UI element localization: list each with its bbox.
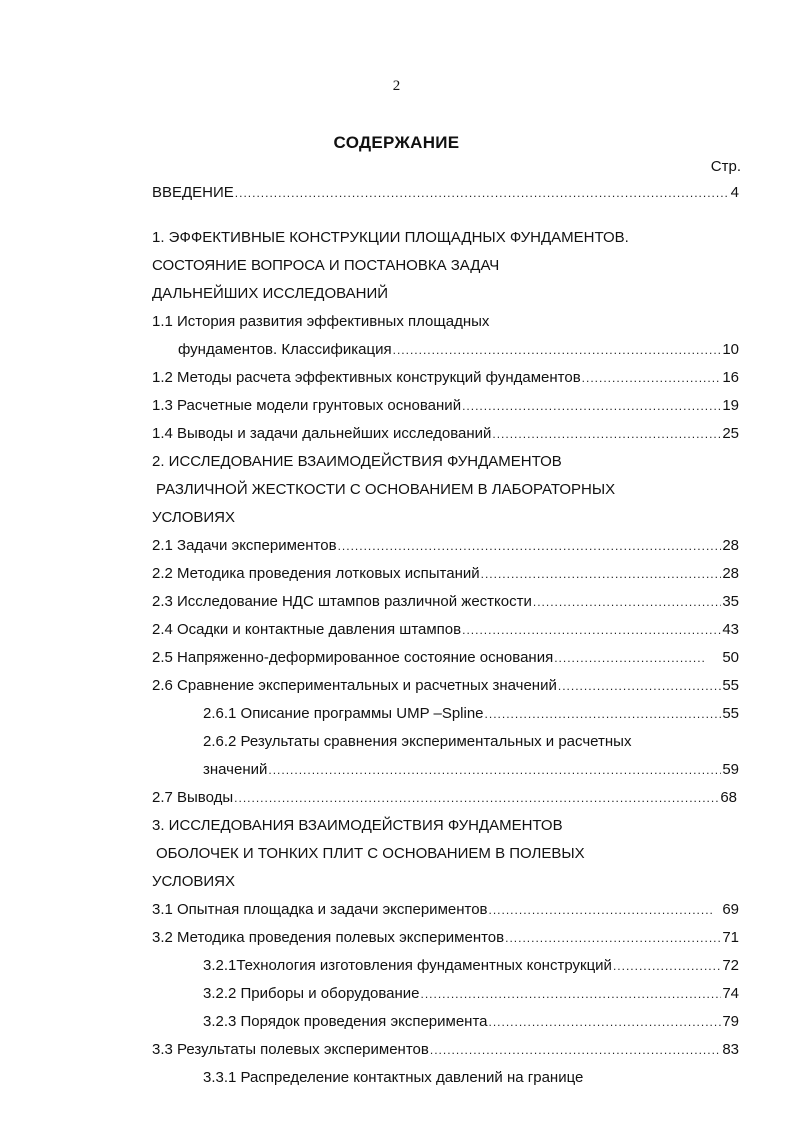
toc-leader-dots [505,927,721,949]
toc-entry-text: 3.3 Результаты полевых экспериментов [152,1041,429,1058]
toc-entry-text: 3.1 Опытная площадка и задачи экспериментов [152,901,488,918]
toc-chapter-heading: 3. ИССЛЕДОВАНИЯ ВЗАИМОДЕЙСТВИЯ ФУНДАМЕНТОВ [152,817,563,834]
toc-leader-dots [234,787,719,809]
toc-entry [152,563,739,585]
toc-entry [152,787,737,809]
toc-entry-text: 1.1 История развития эффективных площадных [152,313,490,330]
toc-entry-introduction [152,182,739,204]
toc-entry-page: 10 [722,341,739,358]
toc-entry [152,927,739,949]
toc-entry-page: 50 [722,649,739,666]
toc-chapter-heading: УСЛОВИЯХ [152,509,235,526]
toc-leader-dots [338,535,722,557]
toc-leader-dots [533,591,721,613]
toc-entry [203,983,739,1005]
toc-leader-dots [481,563,722,585]
toc-entry-page: 79 [722,1013,739,1030]
toc-entry [152,367,739,389]
toc-entry [203,1011,739,1033]
toc-entry-text: 2.1 Задачи экспериментов [152,537,337,554]
toc-entry-page: 4 [730,184,739,201]
toc-entry-page: 71 [722,929,739,946]
toc-entry [203,759,739,781]
toc-entry-text: 2.6.1 Описание программы UMP –Spline [203,705,484,722]
toc-entry [152,1039,739,1061]
toc-entry [152,619,739,641]
toc-entry-text: 2.2 Методика проведения лотковых испытаний [152,565,480,582]
toc-entry-text: 2.5 Напряженно-деформированное состояние основания [152,649,554,666]
toc-entry-text: 1.2 Методы расчета эффективных конструкций фундаментов [152,369,581,386]
toc-entry-page: 68 [720,789,737,806]
toc-leader-dots [613,955,721,977]
toc-leader-dots [554,647,704,669]
toc-leader-dots [489,899,713,921]
toc-entry-page: 74 [722,985,739,1002]
toc-chapter-heading: 2. ИССЛЕДОВАНИЕ ВЗАИМОДЕЙСТВИЯ ФУНДАМЕНТОВ [152,453,562,470]
toc-entry-page: 83 [722,1041,739,1058]
document-title: СОДЕРЖАНИЕ [333,133,460,152]
toc-chapter-heading: ОБОЛОЧЕК И ТОНКИХ ПЛИТ С ОСНОВАНИЕМ В ПОЛЕВЫХ [156,845,585,862]
toc-leader-dots [393,339,722,361]
toc-entry-text: 2.6.2 Результаты сравнения экспериментальных и расчетных [203,733,632,750]
toc-entry-text: 3.2.3 Порядок проведения эксперимента [203,1013,488,1030]
toc-entry-page: 55 [722,677,739,694]
toc-entry-text: 3.2 Методика проведения полевых экспериментов [152,929,505,946]
toc-leader-dots [462,619,721,641]
toc-leader-dots [462,395,721,417]
toc-leader-dots [430,1039,721,1061]
toc-entry-text: 1.4 Выводы и задачи дальнейших исследований [152,425,492,442]
toc-entry-text: 2.3 Исследование НДС штампов различной жесткости [152,593,532,610]
toc-entry-text: 2.7 Выводы [152,789,234,806]
toc-entry-page: 72 [722,957,739,974]
toc-chapter-heading: СОСТОЯНИЕ ВОПРОСА И ПОСТАНОВКА ЗАДАЧ [152,257,500,274]
toc-entry-page: 28 [722,565,739,582]
toc-entry-text: ВВЕДЕНИЕ [152,184,234,201]
toc-entry-text: 3.3.1 Распределение контактных давлений на границе [203,1069,584,1086]
toc-entry [152,899,739,921]
page-column-label: Стр. [710,158,741,175]
toc-entry-page: 25 [722,425,739,442]
toc-entry-page: 59 [722,761,739,778]
toc-leader-dots [582,367,722,389]
toc-entry-text: значений [203,761,268,778]
toc-entry [152,423,739,445]
toc-entry [152,675,739,697]
toc-leader-dots [268,759,721,781]
toc-chapter-heading: РАЗЛИЧНОЙ ЖЕСТКОСТИ С ОСНОВАНИЕМ В ЛАБОРАТОРНЫХ [156,481,616,498]
toc-entry-page: 19 [722,397,739,414]
toc-entry-text: 2.4 Осадки и контактные давления штампов [152,621,462,638]
toc-entry [203,955,739,977]
toc-entry-text: 3.2.2 Приборы и оборудование [203,985,420,1002]
toc-leader-dots [492,423,721,445]
toc-entry [203,703,739,725]
toc-entry-text: фундаментов. Классификация [178,341,392,358]
toc-leader-dots [489,1011,722,1033]
toc-entry-page: 43 [722,621,739,638]
toc-entry-page: 28 [722,537,739,554]
toc-entry-text: 2.6 Сравнение экспериментальных и расчетных значений [152,677,557,694]
toc-entry [178,339,739,361]
toc-chapter-heading: ДАЛЬНЕЙШИХ ИССЛЕДОВАНИЙ [152,285,389,302]
toc-chapter-heading: 1. ЭФФЕКТИВНЫЕ КОНСТРУКЦИИ ПЛОЩАДНЫХ ФУНДАМЕНТОВ. [152,229,629,246]
toc-leader-dots [485,703,722,725]
toc-entry [152,647,739,669]
toc-leader-dots [421,983,722,1005]
toc-entry-text: 1.3 Расчетные модели грунтовых оснований [152,397,462,414]
toc-entry [152,395,739,417]
toc-entry [152,535,739,557]
toc-entry-page: 16 [722,369,739,386]
page-number: 2 [392,78,401,94]
toc-chapter-heading: УСЛОВИЯХ [152,873,235,890]
toc-entry [152,591,739,613]
toc-entry-page: 69 [722,901,739,918]
toc-leader-dots [558,675,721,697]
toc-entry-page: 55 [722,705,739,722]
toc-leader-dots [235,182,730,204]
toc-entry-text: 3.2.1Технология изготовления фундаментных конструкций [203,957,612,974]
toc-entry-page: 35 [722,593,739,610]
